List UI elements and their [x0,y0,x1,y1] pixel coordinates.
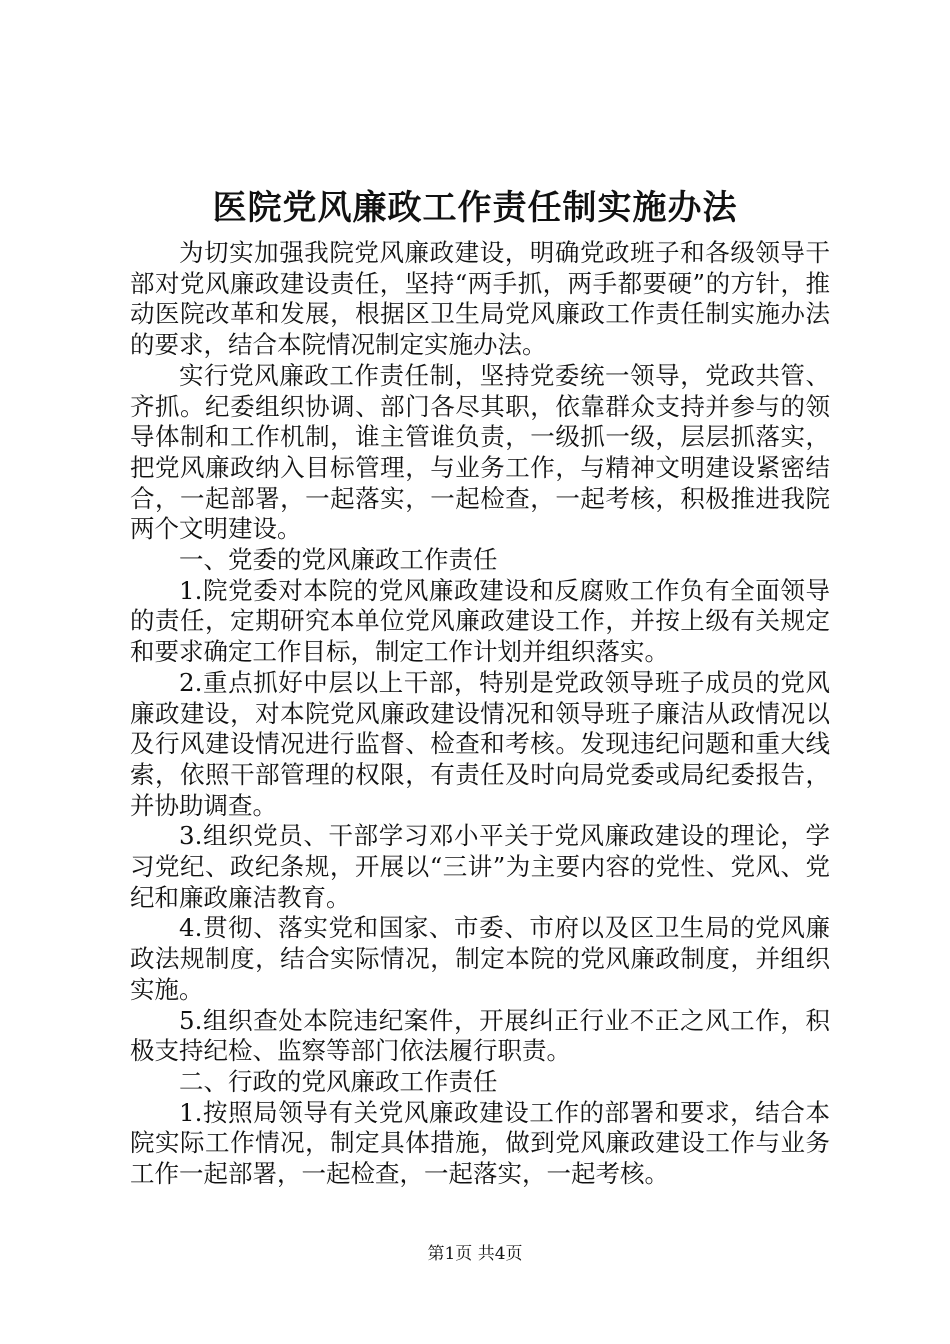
page-number-footer: 第1页 共4页 [427,1244,523,1264]
paragraph-item-1: 1.院党委对本院的党风廉政建设和反腐败工作负有全面领导的责任，定期研究本单位党风廉政建设工作，并按上级有关规定和要求确定工作目标，制定工作计划并组织落实。 [130,575,830,667]
paragraph-intro: 为切实加强我院党风廉政建设，明确党政班子和各级领导干部对党风廉政建设责任，坚持“两手抓，两手都要硬”的方针，推动医院改革和发展，根据区卫生局党风廉政工作责任制实施办法的要求，结合本院情况制定实施办法。 [130,238,830,360]
section-heading-administration: 二、行政的党风廉政工作责任 [179,1066,498,1096]
paragraph-item-4: 4.贯彻、落实党和国家、市委、市府以及区卫生局的党风廉政法规制度，结合实际情况，制定本院的党风廉政制度，并组织实施。 [130,913,830,1004]
document-title: 医院党风廉政工作责任制实施办法 [212,188,738,228]
paragraph-item-5: 5.组织查处本院违纪案件，开展纠正行业不正之风工作，积极支持纪检、监察等部门依法履行职责。 [130,1005,830,1066]
paragraph-item-2: 2.重点抓好中层以上干部，特别是党政领导班子成员的党风廉政建设，对本院党风廉政建设情况和领导班子廉洁从政情况以及行风建设情况进行监督、检查和考核。发现违纪问题和重大线索，依照干部管理的权限，有责任及时向局党委或局纪委报告，并协助调查。 [130,667,830,820]
paragraph-item-3: 3.组织党员、干部学习邓小平关于党风廉政建设的理论，学习党纪、政纪条规，开展以“三讲”为主要内容的党性、党风、党纪和廉政廉洁教育。 [130,821,830,912]
paragraph-admin-item-1: 1.按照局领导有关党风廉政建设工作的部署和要求，结合本院实际工作情况，制定具体措施，做到党风廉政建设工作与业务工作一起部署，一起检查，一起落实，一起考核。 [130,1097,830,1189]
document-body [130,238,830,1190]
paragraph-responsibility-system: 实行党风廉政工作责任制，坚持党委统一领导，党政共管、齐抓。纪委组织协调、部门各尽其职，依靠群众支持并参与的领导体制和工作机制，谁主管谁负责，一级抓一级，层层抓落实，把党风廉政纳入目标管理，与业务工作，与精神文明建设紧密结合，一起部署，一起落实，一起检查，一起考核，积极推进我院两个文明建设。 [130,360,830,544]
section-heading-party-committee: 一、党委的党风廉政工作责任 [179,545,498,575]
